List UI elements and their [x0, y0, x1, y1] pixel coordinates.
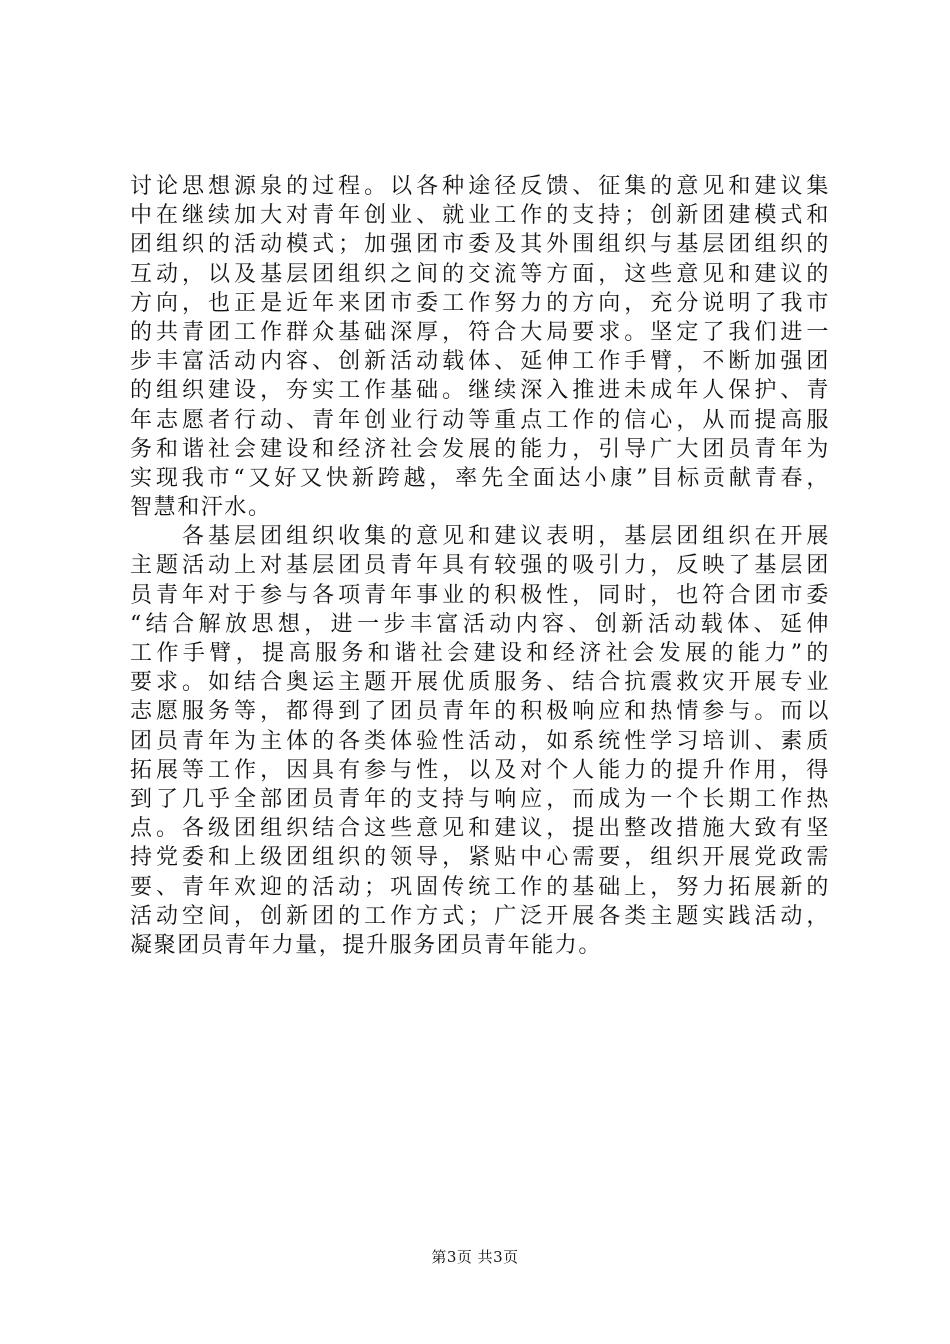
- text-line: 团员青年为主体的各类体验性活动，如系统性学习培训、素质: [130, 728, 830, 754]
- text-line: 实现我市“又好又快新跨越，率先全面达小康”目标贡献青春，: [130, 465, 830, 491]
- text-line: 持党委和上级团组织的领导，紧贴中心需要，组织开展党政需: [130, 845, 830, 871]
- text-line: 活动空间，创新团的工作方式；广泛开展各类主题实践活动，: [130, 903, 830, 929]
- body-text: [130, 172, 830, 960]
- text-line: 互动，以及基层团组织之间的交流等方面，这些意见和建议的: [130, 261, 830, 287]
- page-number-footer: 第3页 共3页: [431, 1248, 519, 1266]
- text-line: 团组织的活动模式；加强团市委及其外围组织与基层团组织的: [130, 232, 830, 258]
- text-line: 务和谐社会建设和经济社会发展的能力，引导广大团员青年为: [130, 436, 830, 462]
- text-line: 凝聚团员青年力量，提升服务团员青年能力。: [130, 932, 603, 958]
- text-line: 步丰富活动内容、创新活动载体、延伸工作手臂，不断加强团: [130, 349, 830, 375]
- text-line: 的组织建设，夯实工作基础。继续深入推进未成年人保护、青: [130, 378, 830, 404]
- text-line: 要、青年欢迎的活动；巩固传统工作的基础上，努力拓展新的: [130, 874, 830, 900]
- text-line: 的共青团工作群众基础深厚，符合大局要求。坚定了我们进一: [130, 319, 830, 345]
- text-line: 主题活动上对基层团员青年具有较强的吸引力，反映了基层团: [130, 553, 830, 579]
- text-line: 到了几乎全部团员青年的支持与响应，而成为一个长期工作热: [130, 786, 830, 812]
- text-line: 讨论思想源泉的过程。以各种途径反馈、征集的意见和建议集: [130, 174, 830, 199]
- text-line: 员青年对于参与各项青年事业的积极性，同时，也符合团市委: [130, 582, 830, 608]
- text-line: “结合解放思想，进一步丰富活动内容、创新活动载体、延伸: [130, 611, 830, 637]
- text-line: 工作手臂，提高服务和谐社会建设和经济社会发展的能力”的: [130, 641, 830, 666]
- text-line: 各基层团组织收集的意见和建议表明，基层团组织在开展: [130, 524, 830, 550]
- text-line: 志愿服务等，都得到了团员青年的积极响应和热情参与。而以: [130, 699, 830, 725]
- text-line: 点。各级团组织结合这些意见和建议，提出整改措施大致有坚: [130, 816, 830, 842]
- text-line: 拓展等工作，因具有参与性，以及对个人能力的提升作用，得: [130, 757, 830, 783]
- text-line: 方向，也正是近年来团市委工作努力的方向，充分说明了我市: [130, 290, 830, 316]
- text-line: 中在继续加大对青年创业、就业工作的支持；创新团建模式和: [130, 203, 830, 229]
- text-line: 智慧和汗水。: [130, 495, 272, 521]
- text-line: 年志愿者行动、青年创业行动等重点工作的信心，从而提高服: [130, 407, 830, 433]
- text-line: 要求。如结合奥运主题开展优质服务、结合抗震救灾开展专业: [130, 670, 830, 696]
